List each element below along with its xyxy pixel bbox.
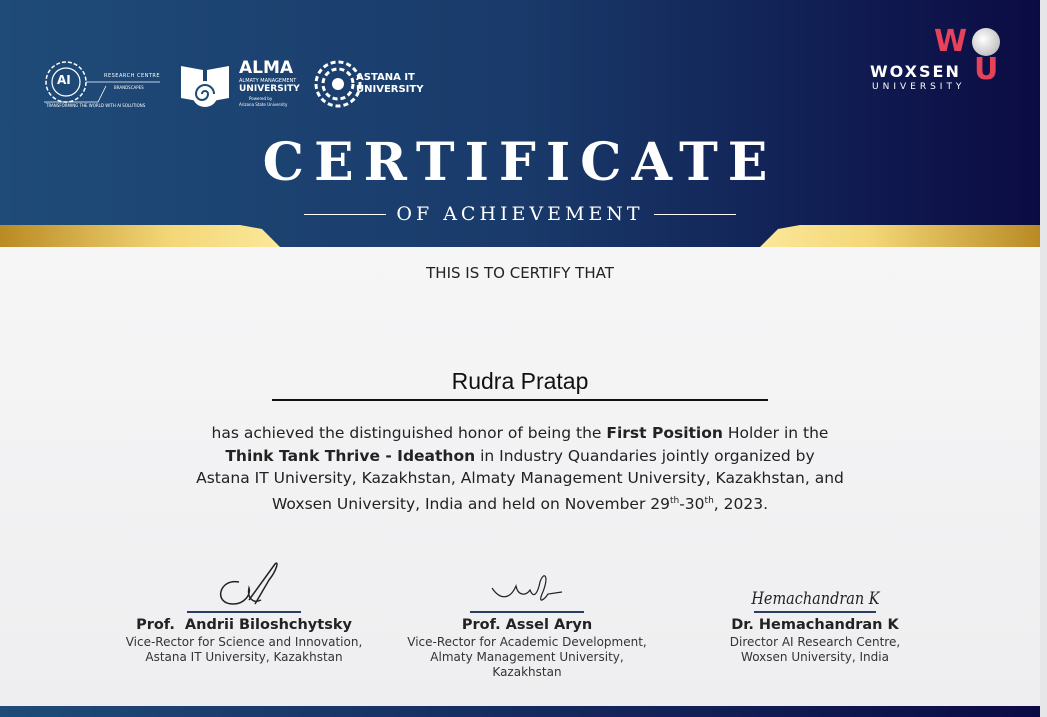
- text: Astana IT University, Kazakhstan, Almaty Management University, Kazakhstan, and: [196, 469, 844, 487]
- text: Woxsen University, India and held on November 29: [271, 494, 670, 513]
- name-underline: [272, 399, 768, 401]
- signature-line: [470, 611, 584, 613]
- signatory-name: Dr. Hemachandran K: [731, 617, 899, 633]
- signatory-role: Woxsen University, India: [741, 650, 889, 664]
- certify-intro: THIS IS TO CERTIFY THAT: [426, 264, 614, 282]
- gold-ribbon-left: [0, 225, 280, 247]
- signature-script: Hemachandran K: [750, 589, 880, 609]
- position: First Position: [606, 424, 723, 442]
- text: in Industry Quandaries jointly organized by: [475, 446, 815, 465]
- woxsen-w: W: [934, 24, 968, 59]
- text: -30: [679, 494, 705, 513]
- signatory-name: Prof. Andrii Biloshchytsky: [136, 617, 352, 633]
- certificate-title: CERTIFICATE: [262, 132, 778, 193]
- signatory-role: Astana IT University, Kazakhstan: [145, 650, 343, 664]
- ai-logo-sub: BRANDSCAPES: [114, 85, 144, 90]
- signatory-3: [685, 560, 945, 665]
- footer-band: [0, 706, 1040, 717]
- divider: [654, 214, 736, 215]
- alma-line1: ALMATY MANAGEMENT: [239, 78, 297, 84]
- woxsen-university-logo: [868, 24, 1018, 96]
- divider: [304, 214, 386, 215]
- gold-ribbon-right: [760, 225, 1040, 247]
- astana-it-university-logo: [314, 58, 424, 110]
- ai-mark: AI: [57, 73, 71, 87]
- subtitle-text: OF ACHIEVEMENT: [396, 203, 644, 225]
- signature-image: [685, 560, 945, 610]
- woxsen-u: U: [974, 52, 999, 87]
- alma-university-logo: [177, 58, 302, 110]
- text: has achieved the distinguished honor of being the: [211, 424, 607, 442]
- signature-image: [397, 560, 657, 610]
- text: Holder in the: [722, 424, 829, 442]
- ai-logo-name: RESEARCH CENTRE: [104, 73, 161, 79]
- astana-line2: UNIVERSITY: [356, 84, 424, 95]
- certificate-header: [0, 0, 1040, 247]
- alma-line4: Arizona State University: [239, 102, 288, 107]
- woxsen-name: WOXSEN: [870, 62, 961, 81]
- signature-line: [187, 611, 301, 613]
- event-name: Think Tank Thrive - Ideathon: [225, 446, 476, 465]
- signatory-role: Vice-Rector for Academic Development,: [407, 635, 647, 649]
- ai-logo-tagline: TRANSFORMING THE WORLD WITH AI SOLUTIONS: [46, 103, 146, 108]
- alma-line2: UNIVERSITY: [239, 84, 300, 94]
- sup: th: [704, 495, 714, 506]
- sup: th: [669, 495, 680, 506]
- ai-research-centre-logo: [42, 58, 162, 110]
- certificate-subtitle: [0, 203, 1040, 225]
- woxsen-sub: UNIVERSITY: [872, 82, 966, 92]
- signatory-1: [114, 560, 374, 665]
- signatory-2: [397, 560, 657, 680]
- signatory-name: Prof. Assel Aryn: [461, 617, 593, 633]
- alma-line3: Powered by: [249, 96, 273, 101]
- signature-image: [114, 560, 374, 610]
- achievement-text: [120, 422, 920, 515]
- text: , 2023.: [713, 494, 769, 513]
- signature-line: [754, 611, 876, 613]
- alma-name: ALMA: [239, 58, 294, 78]
- signatory-role: Almaty Management University,: [430, 650, 624, 664]
- signatory-role: Vice-Rector for Science and Innovation,: [125, 635, 363, 649]
- signatory-role: Kazakhstan: [492, 665, 562, 679]
- signatory-role: Director AI Research Centre,: [729, 635, 901, 649]
- recipient-name: Rudra Pratap: [451, 368, 589, 394]
- astana-line1: ASTANA IT: [356, 72, 415, 83]
